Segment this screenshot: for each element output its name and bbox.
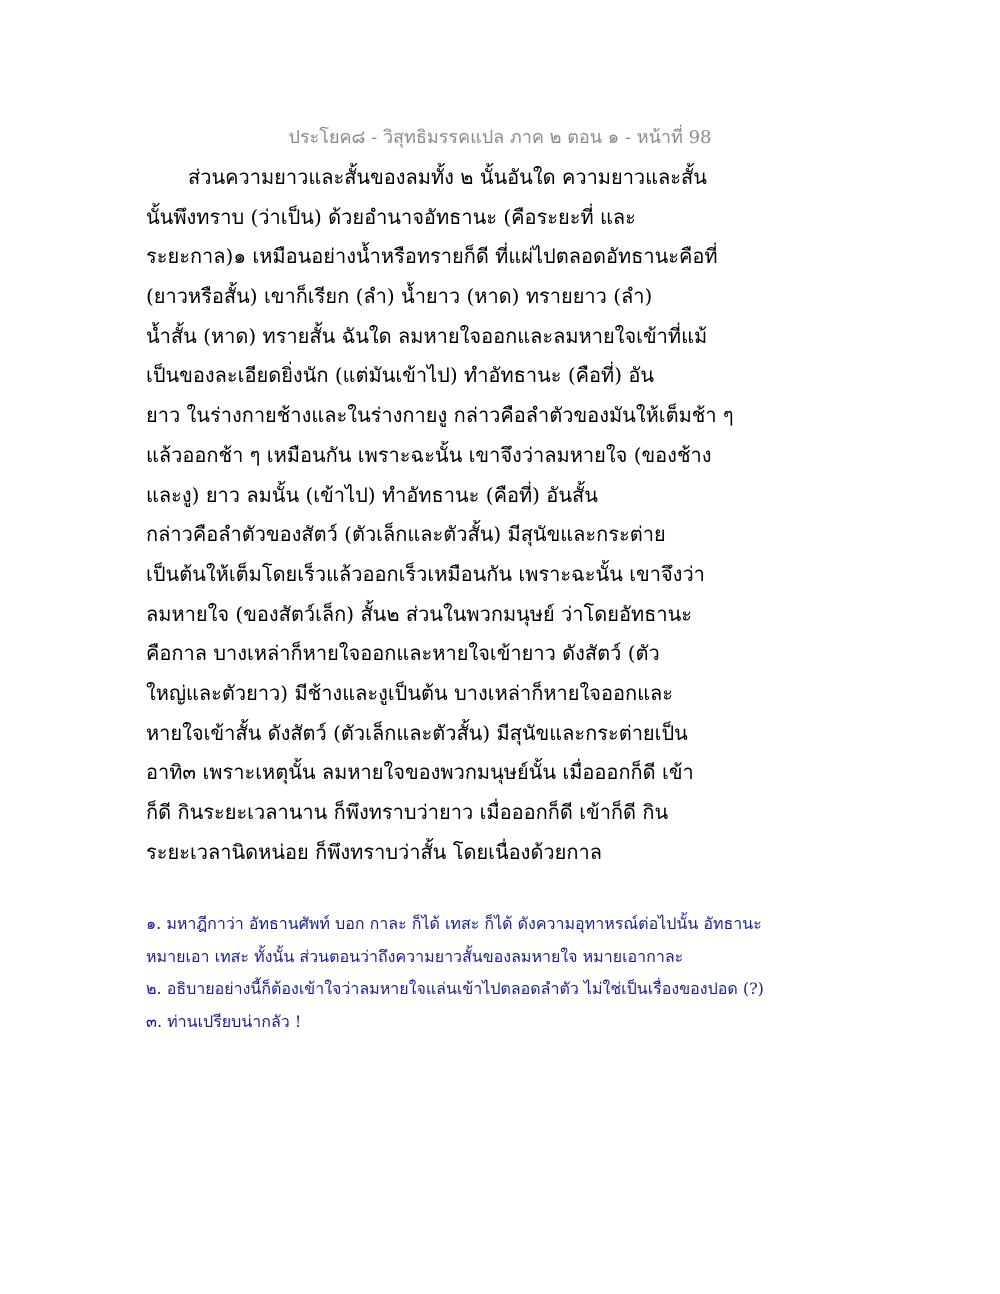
body-line: ลมหายใจ (ของสัตว์เล็ก) สั้น๒ ส่วนในพวกมนุษย์ ว่าโดยอัทธานะ	[146, 601, 693, 626]
body-line: นั้นพึงทราบ (ว่าเป็น) ด้วยอำนาจอัทธานะ (คือระยะที่ และ	[146, 204, 636, 229]
body-line: น้ำสั้น (หาด) ทรายสั้น ฉันใด ลมหายใจออกและลมหายใจเข้าที่แม้	[146, 323, 708, 348]
body-line: คือกาล บางเหล่าก็หายใจออกและหายใจเข้ายาว ดังสัตว์ (ตัว	[146, 641, 660, 666]
body-line: ระยะเวลานิดหน่อย ก็พึงทราบว่าสั้น โดยเนื่องด้วยกาล	[146, 839, 602, 864]
footnote-line: ๒. อธิบายอย่างนี้ก็ต้องเข้าใจว่าลมหายใจแล่นเข้าไปตลอดลำตัว ไม่ใช่เป็นเรื่องของปอด (?)	[146, 979, 764, 998]
body-line: ก็ดี กินระยะเวลานาน ก็พึงทราบว่ายาว เมื่อออกก็ดี เข้าก็ดี กิน	[146, 800, 669, 824]
body-line: (ยาวหรือสั้น) เขาก็เรียก (ลำ) น้ำยาว (หาด) ทรายยาว (ลำ)	[146, 284, 653, 309]
body-line: อาทิ๓ เพราะเหตุนั้น ลมหายใจของพวกมนุษย์นั้น เมื่อออกก็ดี เข้า	[146, 760, 694, 785]
footnote-line: หมายเอา เทสะ ทั้งนั้น ส่วนตอนว่าถึงความยาวสั้นของลมหายใจ หมายเอากาละ	[146, 946, 684, 966]
body-line: ระยะกาล)๑ เหมือนอย่างน้ำหรือทรายก็ดี ที่แผ่ไปตลอดอัทธานะคือที่	[146, 244, 718, 269]
body-text	[146, 158, 734, 872]
footnotes	[146, 908, 866, 1038]
body-line: แล้วออกช้า ๆ เหมือนกัน เพราะฉะนั้น เขาจึงว่าลมหายใจ (ของช้าง	[146, 442, 712, 467]
body-line: ส่วนความยาวและสั้นของลมทั้ง ๒ นั้นอันใด ความยาวและสั้น	[188, 165, 707, 189]
footnote-line: ๓. ท่านเปรียบน่ากลัว !	[146, 1011, 302, 1031]
body-line: หายใจเข้าสั้น ดังสัตว์ (ตัวเล็กและตัวสั้น) มีสุนัขและกระต่ายเป็น	[146, 720, 688, 745]
body-line: กล่าวคือลำตัวของสัตว์ (ตัวเล็กและตัวสั้น) มีสุนัขและกระต่าย	[146, 522, 666, 547]
body-line: เป็นต้นให้เต็มโดยเร็วแล้วออกเร็วเหมือนกัน เพราะฉะนั้น เขาจึงว่า	[146, 561, 705, 586]
footnote-line: ๑. มหาฎีกาว่า อัทธานศัพท์ บอก กาละ ก็ได้ เทสะ ก็ได้ ดังความอุทาหรณ์ต่อไปนั้น อัทธานะ	[146, 914, 762, 933]
body-line: และงู) ยาว ลมนั้น (เข้าไป) ทำอัทธานะ (คือที่) อันสั้น	[146, 482, 598, 507]
page-header: ประโยค๘ - วิสุทธิมรรคแปล ภาค ๒ ตอน ๑ - หน้าที่ 98	[288, 127, 712, 148]
body-line: ยาว ในร่างกายช้างและในร่างกายงู กล่าวคือลำตัวของมันให้เต็มช้า ๆ	[146, 403, 734, 428]
body-line: ใหญ่และตัวยาว) มีช้างและงูเป็นต้น บางเหล่าก็หายใจออกและ	[146, 680, 674, 705]
body-line: เป็นของละเอียดยิ่งนัก (แต่มันเข้าไป) ทำอัทธานะ (คือที่) อัน	[146, 363, 655, 388]
